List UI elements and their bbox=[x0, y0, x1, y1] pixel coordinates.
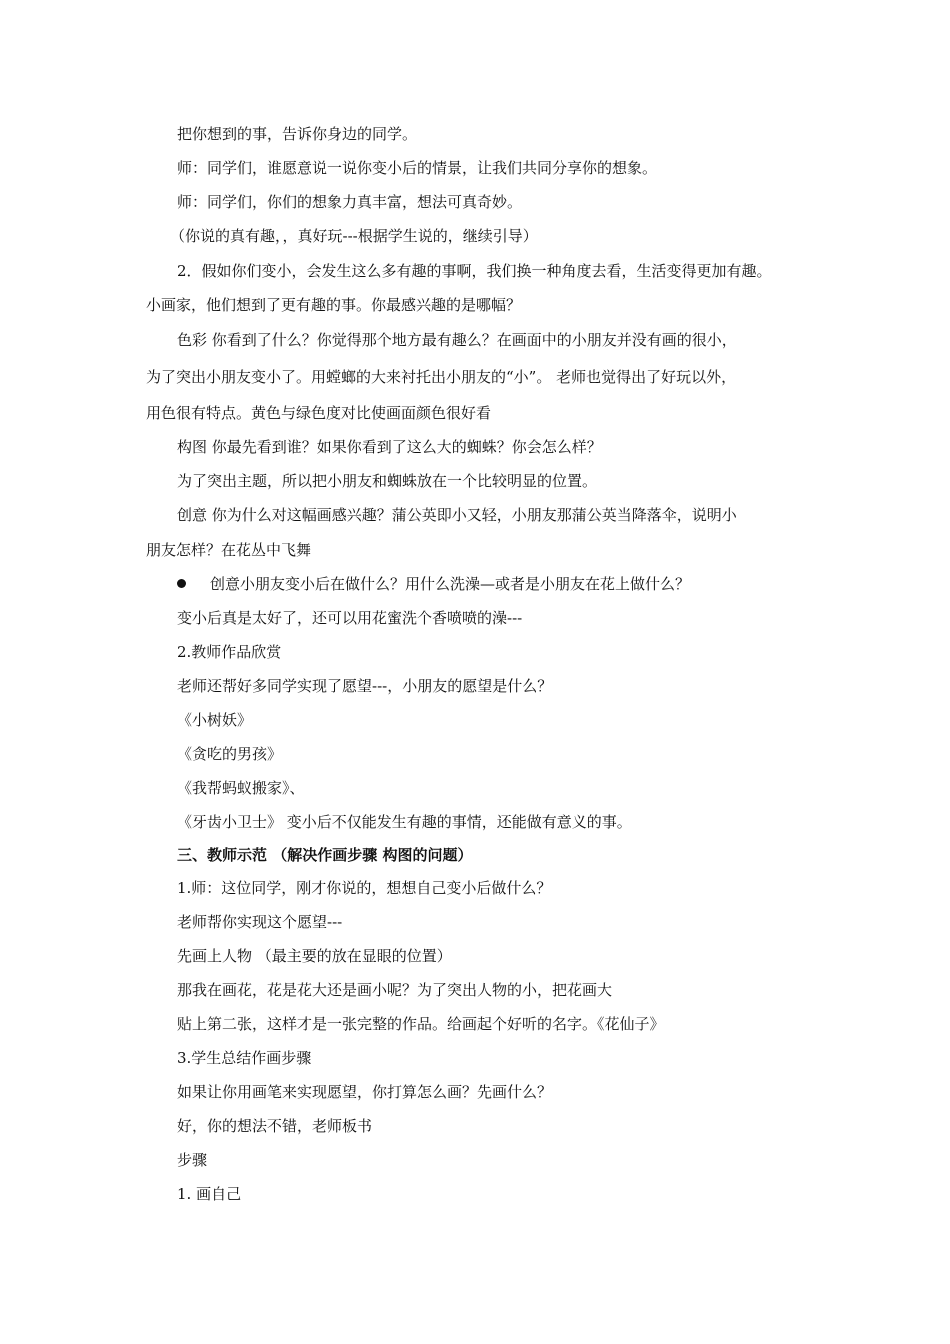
bullet-icon bbox=[177, 579, 186, 588]
artwork-title: 《我帮蚂蚁搬家》、 bbox=[177, 779, 305, 797]
section-heading: 三、教师示范 （解决作画步骤 构图的问题） bbox=[177, 846, 473, 864]
section-subheading: 3.学生总结作画步骤 bbox=[177, 1049, 312, 1067]
paragraph-line: 用色很有特点。黄色与绿色度对比使画面颜色很好看 bbox=[146, 404, 492, 422]
paragraph-line: 为了突出主题，所以把小朋友和蜘蛛放在一个比较明显的位置。 bbox=[177, 472, 598, 490]
paragraph-line: 1.师：这位同学，刚才你说的，想想自己变小后做什么？ bbox=[177, 879, 552, 897]
paragraph-line: 小画家，他们想到了更有趣的事。你最感兴趣的是哪幅？ bbox=[146, 296, 522, 314]
paragraph-line: 步骤 bbox=[177, 1151, 208, 1169]
paragraph-line: 老师帮你实现这个愿望--- bbox=[177, 913, 343, 931]
paragraph-line: 把你想到的事，告诉你身边的同学。 bbox=[177, 125, 418, 143]
section-subheading: 2.教师作品欣赏 bbox=[177, 643, 282, 661]
paragraph-line: 老师还帮好多同学实现了愿望---，小朋友的愿望是什么？ bbox=[177, 677, 553, 695]
step-item: 1. 画自己 bbox=[177, 1185, 242, 1203]
paragraph-line: 师：同学们，谁愿意说一说你变小后的情景，让我们共同分享你的想象。 bbox=[177, 159, 658, 177]
paragraph-line: 构图 你最先看到谁？如果你看到了这么大的蜘蛛？你会怎么样？ bbox=[177, 438, 602, 456]
paragraph-line: 2．假如你们变小，会发生这么多有趣的事啊，我们换一种角度去看，生活变得更加有趣。 bbox=[177, 262, 772, 280]
paragraph-line: 创意 你为什么对这幅画感兴趣？蒲公英即小又轻，小朋友那蒲公英当降落伞，说明小 bbox=[177, 506, 737, 524]
paragraph-line: 先画上人物 （最主要的放在显眼的位置） bbox=[177, 947, 452, 965]
artwork-title: 《牙齿小卫士》 变小后不仅能发生有趣的事情，还能做有意义的事。 bbox=[177, 813, 632, 831]
artwork-title: 《贪吃的男孩》 bbox=[177, 745, 283, 763]
paragraph-line: 朋友怎样？在花丛中飞舞 bbox=[146, 541, 312, 559]
paragraph-line: （你说的真有趣，，真好玩---根据学生说的，继续引导） bbox=[170, 227, 538, 245]
bullet-item bbox=[177, 574, 690, 594]
artwork-title: 《小树妖》 bbox=[177, 711, 253, 729]
paragraph-line: 贴上第二张，这样才是一张完整的作品。给画起个好听的名字。《花仙子》 bbox=[177, 1015, 665, 1033]
paragraph-line: 如果让你用画笔来实现愿望，你打算怎么画？先画什么？ bbox=[177, 1083, 553, 1101]
paragraph-line: 变小后真是太好了，还可以用花蜜洗个香喷喷的澡--- bbox=[177, 609, 523, 627]
paragraph-line: 色彩 你看到了什么？你觉得那个地方最有趣么？在画面中的小朋友并没有画的很小， bbox=[177, 331, 737, 349]
paragraph-line: 为了突出小朋友变小了。用螳螂的大来衬托出小朋友的“小”。 老师也觉得出了好玩以外， bbox=[146, 368, 737, 386]
paragraph-line: 好，你的想法不错，老师板书 bbox=[177, 1117, 373, 1135]
paragraph-line: 那我在画花，花是花大还是画小呢？为了突出人物的小，把花画大 bbox=[177, 981, 613, 999]
paragraph-line: 师：同学们，你们的想象力真丰富，想法可真奇妙。 bbox=[177, 193, 523, 211]
bullet-item-text: 创意小朋友变小后在做什么？用什么洗澡—或者是小朋友在花上做什么？ bbox=[210, 575, 691, 593]
